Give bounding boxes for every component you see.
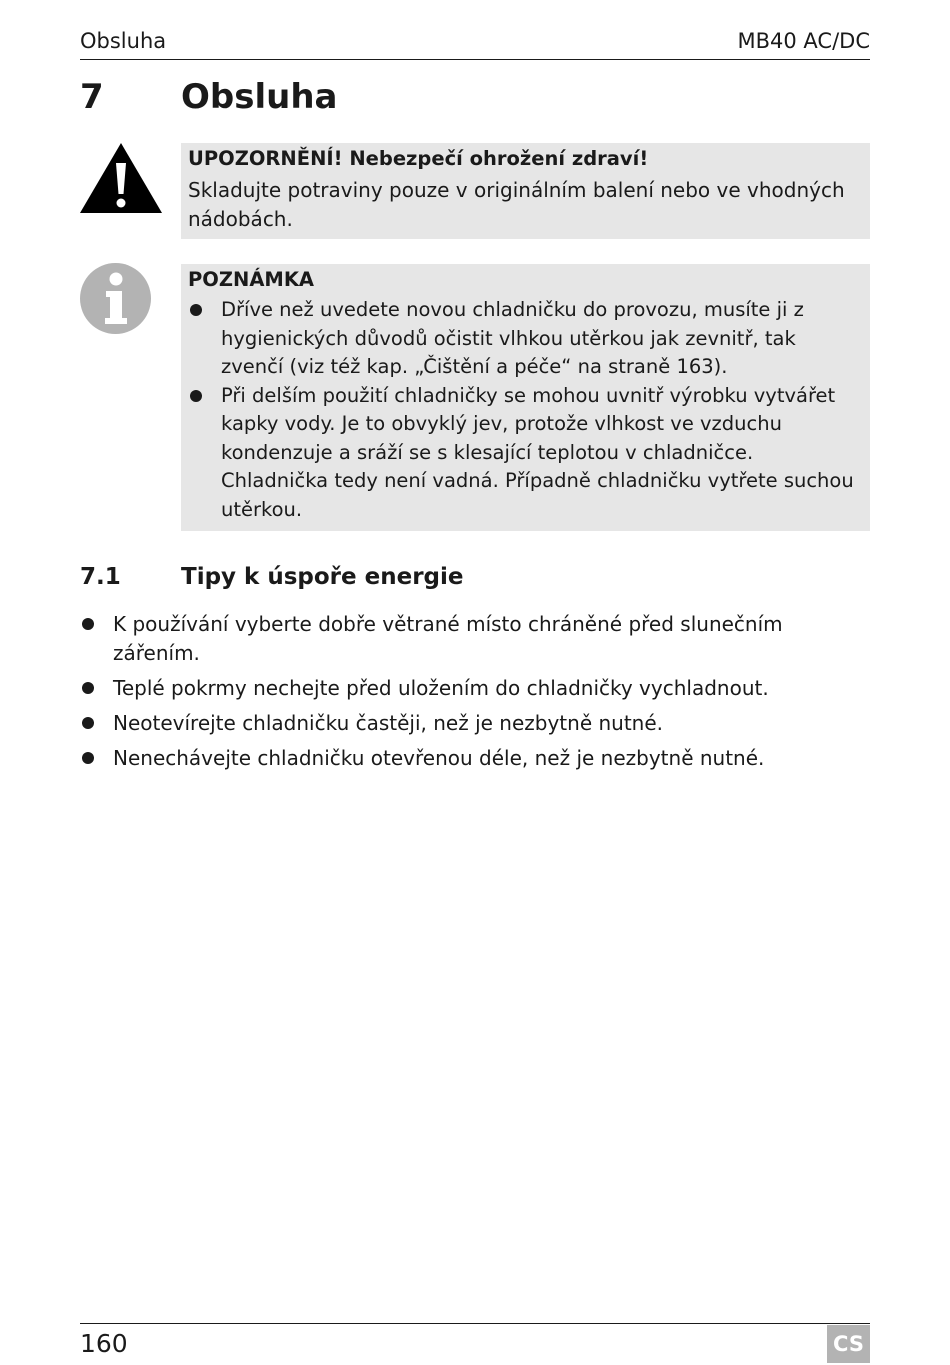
section-number: 7.1 bbox=[80, 564, 121, 590]
note-item-text: Při delším použití chladničky se mohou uvnitř výrobku vytvářet kapky vody. Je to obvyklý jev, protože vlhkost ve vzduchu kondenzuje a sráží se s klesající teplotou v chladničce. Chladnička tedy není vadná. Případně chladničku vytřete suchou utěrkou. bbox=[221, 383, 854, 521]
running-header-model: MB40 AC/DC bbox=[737, 29, 870, 53]
energy-tips-list bbox=[80, 610, 870, 779]
tip-item bbox=[80, 674, 870, 703]
info-icon bbox=[79, 262, 152, 335]
chapter-number: 7 bbox=[80, 77, 104, 117]
bullet-icon bbox=[82, 752, 94, 764]
tip-item bbox=[80, 610, 870, 667]
tip-item bbox=[80, 744, 870, 773]
note-item-text: Dříve než uvedete novou chladničku do provozu, musíte ji z hygienických důvodů očistit vlhkou utěrkou jak zevnitř, tak zvenčí (viz též kap. „Čištění a péče“ na straně 163). bbox=[221, 298, 804, 378]
chapter-title: Obsluha bbox=[181, 77, 338, 117]
tip-item-text: Teplé pokrmy nechejte před uložením do chladničky vychladnout. bbox=[113, 675, 769, 700]
tip-item-text: K používání vyberte dobře větrané místo chráněné před slunečním zářením. bbox=[113, 612, 783, 665]
language-badge: CS bbox=[827, 1325, 870, 1363]
tip-item-text: Neotevírejte chladničku častěji, než je nezbytně nutné. bbox=[113, 710, 664, 735]
warning-triangle-icon bbox=[79, 142, 163, 214]
bullet-icon bbox=[190, 304, 202, 316]
bullet-icon bbox=[82, 682, 94, 694]
bullet-icon bbox=[190, 390, 202, 402]
bullet-icon bbox=[82, 717, 94, 729]
warning-title: UPOZORNĚNÍ! Nebezpečí ohrožení zdraví! bbox=[188, 147, 649, 170]
note-item bbox=[188, 296, 864, 382]
running-header-section: Obsluha bbox=[80, 29, 167, 53]
note-title: POZNÁMKA bbox=[188, 268, 315, 291]
tip-item bbox=[80, 709, 870, 738]
note-list bbox=[188, 296, 864, 524]
bullet-icon bbox=[82, 618, 94, 630]
page-number: 160 bbox=[80, 1329, 128, 1358]
footer-divider bbox=[80, 1323, 870, 1324]
note-item bbox=[188, 382, 864, 525]
warning-text: Skladujte potraviny pouze v originálním balení nebo ve vhodných nádobách. bbox=[188, 178, 845, 231]
section-title: Tipy k úspoře energie bbox=[181, 564, 464, 590]
tip-item-text: Nenechávejte chladničku otevřenou déle, než je nezbytně nutné. bbox=[113, 745, 765, 770]
header-divider bbox=[80, 59, 870, 60]
